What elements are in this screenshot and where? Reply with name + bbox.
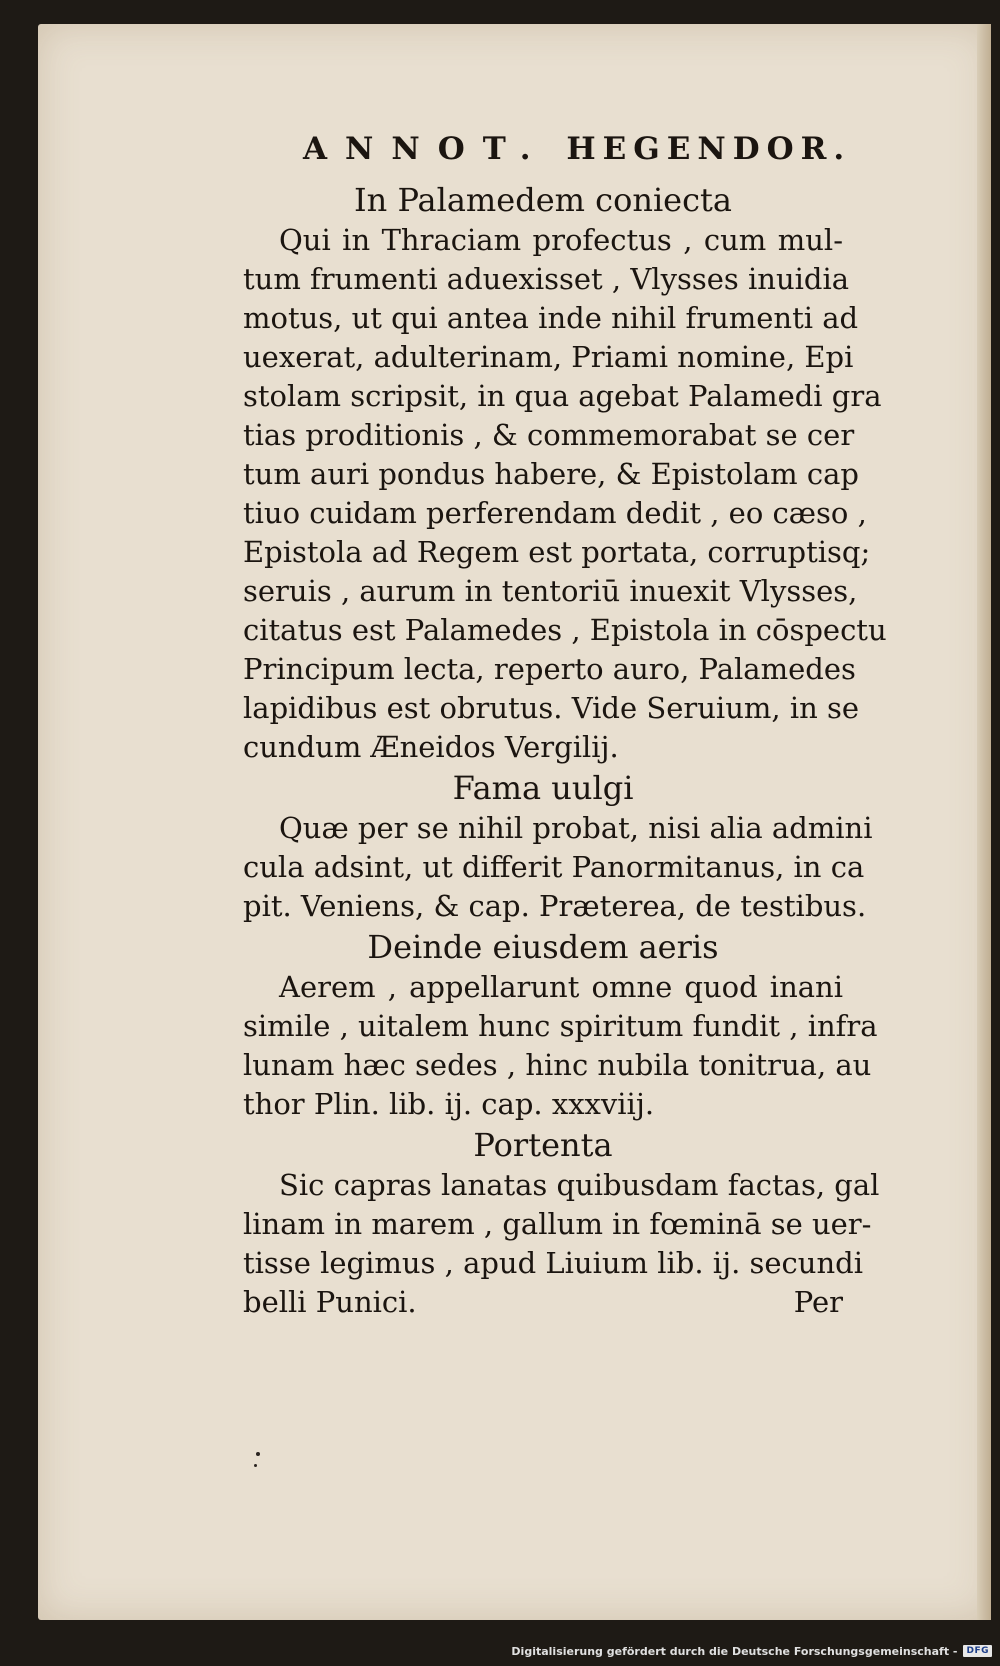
running-head (303, 119, 852, 179)
text-line: tiuo cuidam perferendam dedit , eo cæso , (243, 496, 867, 530)
section-heading: Deinde eiusdem aeris (367, 928, 719, 966)
digitization-footer (511, 1641, 992, 1661)
text-line: simile , uitalem hunc spiritum fundit , infra (243, 1009, 878, 1043)
catchword: Per (793, 1285, 843, 1319)
text-line: Aerem , appellarunt omne quod inani (279, 970, 843, 1004)
text-line: tum frumenti aduexisset , Vlysses inuidia (243, 262, 850, 296)
text-line: seruis , aurum in tentoriū inuexit Vlysses, (243, 574, 858, 608)
book-page (38, 24, 991, 1620)
text-line-end: belli Punici. (243, 1285, 417, 1319)
text-line: cundum Æneidos Vergilij. (243, 730, 619, 764)
section-heading: Portenta (473, 1126, 613, 1164)
dfg-logo: DFG (963, 1645, 992, 1657)
text-line: thor Plin. lib. ij. cap. xxxviij. (243, 1087, 655, 1121)
text-line: cula adsint, ut differit Panormitanus, in ca (243, 850, 865, 884)
text-line: Principum lecta, reperto auro, Palamedes (243, 652, 856, 686)
footer-text: Digitalisierung gefördert durch die Deutsche Forschungsgemeinschaft - (511, 1644, 958, 1658)
section-heading: In Palamedem coniecta (354, 181, 732, 219)
text-line: motus, ut qui antea inde nihil frumenti ad (243, 301, 859, 335)
text-line: stolam scripsit, in qua agebat Palamedi gra (243, 379, 882, 413)
text-block (243, 119, 887, 1322)
section-heading: Fama uulgi (452, 769, 634, 807)
running-head-left: ANNOT. (303, 131, 549, 167)
text-line: uexerat, adulterinam, Priami nomine, Epi (243, 340, 854, 374)
text-line: linam in marem , gallum in fœminā se uer- (243, 1207, 872, 1241)
text-line: tisse legimus , apud Liuium lib. ij. secundi (243, 1246, 863, 1280)
ink-speck (254, 1464, 257, 1467)
ink-speck (256, 1452, 260, 1456)
text-line: Sic capras lanatas quibusdam factas, gal (279, 1168, 880, 1202)
text-line: citatus est Palamedes , Epistola in cōspectu (243, 613, 887, 647)
text-line: lapidibus est obrutus. Vide Seruium, in se (243, 691, 860, 725)
text-line: tum auri pondus habere, & Epistolam cap (243, 457, 859, 491)
text-line: pit. Veniens, & cap. Præterea, de testibus. (243, 889, 867, 923)
text-line: Quæ per se nihil probat, nisi alia admini (279, 811, 873, 845)
text-line: Qui in Thraciam profectus , cum mul- (279, 223, 843, 257)
text-line: tias proditionis , & commemorabat se cer (243, 418, 855, 452)
text-line: Epistola ad Regem est portata, corruptisq; (243, 535, 871, 569)
text-line-with-catchword (243, 1283, 843, 1322)
page-edge (977, 24, 991, 1620)
running-head-right: HEGENDOR. (566, 131, 852, 167)
text-line: lunam hæc sedes , hinc nubila tonitrua, au (243, 1048, 872, 1082)
